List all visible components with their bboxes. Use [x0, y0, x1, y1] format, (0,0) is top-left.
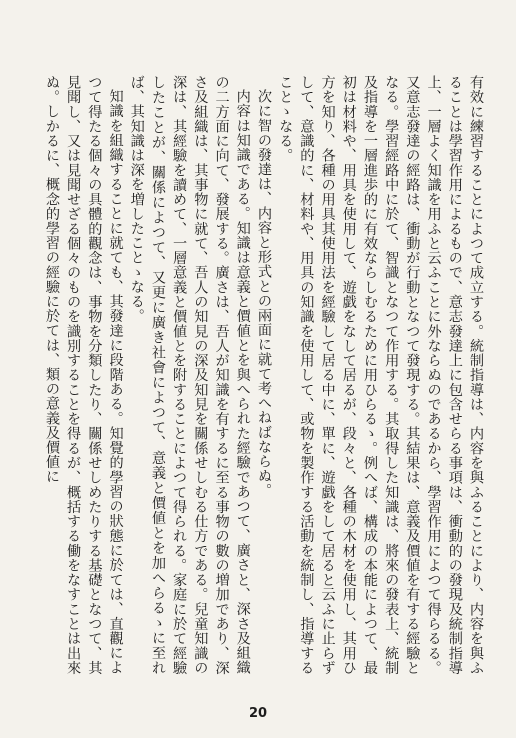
- paragraph-4: 知識を組織することに就ても、其發達に段階ある。知覺的學習の狀態に於ては、直觀によつて得たる個々の具體的觀念は、事物を分類したり、關係せしめたりする基礎となつて、其見聞し、又は見聞せざる個々のものを識別することを得るが、概括する働をなすことは出來ぬ。しかるに、概念的學習の經驗に於ては、類の意義及價値に: [43, 75, 124, 675]
- page-number: 20: [248, 706, 268, 721]
- paragraph-3: 内容は知識である。知識は意義と價値とを與へられた經驗であつて、廣さと、深さ及組織の二方面に向て、發展する。廣さは、吾人が知識を有するに至る事物の數の増加であり、深さ及組織は、其事物に就て、吾人の知見の深及知見を關係せしむる仕方である。兒童知識の深は、其經驗を讀めて、一層意義と價値とを附することによつて得られる。家庭に於て經驗したことが、關係によつて、又更に廣き社會によつて、意義と價値とを加へらるゝに至れば、其知識は深を増したことゝなる。: [128, 75, 251, 675]
- paragraph-2: 次に智の發達は、内容と形式との兩面に就て考へねばならぬ。: [255, 89, 272, 498]
- body-text: [40, 75, 486, 675]
- paragraph-1: 有效に練習することによつて成立する。統制指導は、内容を與ふることにより、内容を與ふることは學習作用によるもので、意志發達上に包含せらる事項は、衝動的の發現及統制指導上、一層よく知識を用ふと云ふことに外ならぬのであるから、學習作用によつて得らるる。又意志發達の經路は、衝動が行動となつて發現する。其結果は、意義及價値を有する經驗となる。學習經路中に於て、智識となつて作用する。其取得した知識は、將來の發表上、統制及指導を一層進歩的に有效ならしむるために用ひらるゝ。例へば、構成の本能によつて、最初は材料や、用具を使用して、遊戯をなして居るが、段々と、各種の木材を使用し、其用ひ方を知り、各種の用具其使用法を經驗して居る中に、單に、遊戯をして居ると云ふに止らずして、意識的に、材料や、用具の知識を使用して、或物を製作する活動を統制し、指導することゝなる。: [277, 75, 484, 675]
